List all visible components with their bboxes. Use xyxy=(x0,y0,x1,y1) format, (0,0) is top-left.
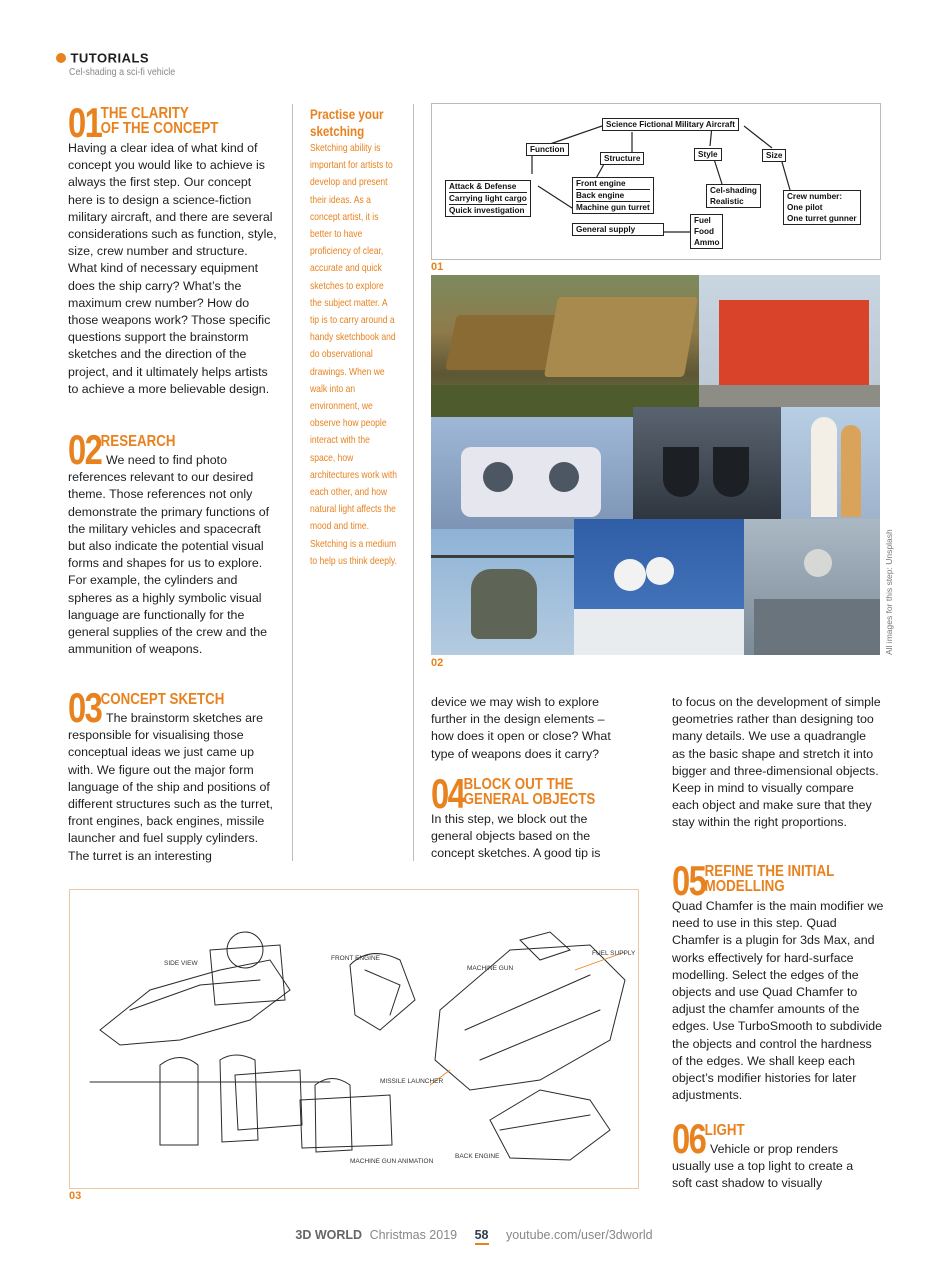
photo-warship xyxy=(744,519,880,655)
diagram-item: Carrying light cargo xyxy=(449,194,527,203)
sketch-label-back-engine: BACK ENGINE xyxy=(455,1153,500,1160)
diagram-item: Cel-shading xyxy=(710,186,757,195)
figure-label-01: 01 xyxy=(431,261,444,273)
step-title: RESEARCH xyxy=(100,433,176,450)
diagram-size-list xyxy=(783,190,861,225)
step-title-line2: GENERAL OBJECTS xyxy=(463,791,596,808)
photo-credit: All images for this step: Unsplash xyxy=(884,529,894,655)
step-04 xyxy=(431,770,631,863)
diagram-item: Attack & Defense xyxy=(449,182,517,191)
diagram-item: One turret gunner xyxy=(787,214,857,223)
reference-photo-collage xyxy=(431,275,880,655)
photo-engine-bells xyxy=(633,407,781,519)
diagram-function-list xyxy=(445,180,531,217)
sidebar-title: Practise your xyxy=(310,107,384,122)
diagram-item: Quick investigation xyxy=(449,204,527,216)
column-rule xyxy=(292,104,293,861)
diagram-item: Ammo xyxy=(694,238,720,247)
sketch-label-machine-gun: MACHINE GUN xyxy=(467,965,514,972)
section-subtitle: Cel-shading a sci-fi vehicle xyxy=(69,66,176,78)
step-06 xyxy=(672,1115,872,1193)
step-title: REFINE THE INITIAL xyxy=(704,863,835,880)
step-title-line2: MODELLING xyxy=(704,878,785,895)
diagram-item: Crew number: xyxy=(787,192,843,201)
step-number: 06 xyxy=(672,1115,706,1162)
photo-radar-domes xyxy=(574,519,744,655)
diagram-item: Realistic xyxy=(710,197,744,206)
diagram-item: Fuel xyxy=(694,216,711,225)
figure-label-03: 03 xyxy=(69,1190,82,1202)
step-title: LIGHT xyxy=(704,1122,745,1139)
section-dot xyxy=(56,53,66,63)
diagram-item: Front engine xyxy=(576,179,626,188)
diagram-item: Back engine xyxy=(576,189,650,201)
step-body: In this step, we block out the general objects based on the concept sketches. A good tip is xyxy=(431,812,601,861)
step-body-text: The brainstorm sketches are responsible for visualising those conceptual ideas we just came up with. We figure out the major form language of the ship and positions of different structures such as the turret, front engines, back engines, missile launcher and fuel supply cylinders. The turret is an interesting xyxy=(68,711,274,863)
diagram-size-node: Size xyxy=(762,149,786,162)
step-05 xyxy=(672,857,884,1104)
step-title: CONCEPT SKETCH xyxy=(100,691,225,708)
step-body xyxy=(68,452,278,658)
sketch-label-missile-launcher: MISSILE LAUNCHER xyxy=(380,1078,444,1085)
step-body: Quad Chamfer is the main modifier we need to use in this step. Quad Chamfer is a plugin for 3ds Max, and works effectively for hard-surface modelling. Select the edges of the objects and use Quad Chamfer to adjust the chamfer amounts of the edges. Use TurboSmooth to subdivide the objects and control the hardness of the edges. We shall keep each object’s modifier histories for later adjustments. xyxy=(672,899,884,1103)
diagram-structure-node: Structure xyxy=(600,152,644,165)
diagram-style-node: Style xyxy=(694,148,722,161)
step-04-continued: to focus on the development of simple geometries rather than designing too many details. We use a quadrangle as the basic shape and stretch it into bigger and three-dimensional objects. Keep in mind to visually compare each object and make sure that they stay within the right proportions. xyxy=(672,695,881,830)
concept-diagram xyxy=(431,103,881,260)
step-body-text: We need to find photo references relevant to our desired theme. Those references not only demonstrate the primary functions of the military vehicles and spacecraft but also indicate the potential visual forms and shapes for us to explore. For example, the cylinders and spheres as a highly symbolic visual language are functionally for the general supplies of the crew and the ammunition of weapons. xyxy=(68,453,270,657)
sidebar-box xyxy=(310,106,414,570)
footer-magazine: 3D WORLD xyxy=(295,1228,363,1242)
photo-space-shuttle xyxy=(781,407,880,519)
step-02 xyxy=(68,426,278,658)
photo-helicopter xyxy=(431,529,574,655)
diagram-function-node: Function xyxy=(526,143,569,156)
footer-issue: Christmas 2019 xyxy=(369,1228,458,1242)
sidebar-title-line2: sketching xyxy=(310,124,365,139)
sketch-label-machine-gun-animation: MACHINE GUN ANIMATION xyxy=(350,1158,434,1165)
photo-rocket-nozzles xyxy=(431,417,633,529)
step-title: THE CLARITY xyxy=(100,105,189,122)
step-body-text: Vehicle or prop renders usually use a top light to create a soft cast shadow to visually xyxy=(672,1142,854,1191)
diagram-style-list xyxy=(706,184,761,208)
figure-label-02: 02 xyxy=(431,657,444,669)
footer-url[interactable]: youtube.com/user/3dworld xyxy=(505,1228,653,1242)
photo-tanks xyxy=(431,275,699,417)
page-footer xyxy=(0,1228,948,1242)
step-body: Having a clear idea of what kind of concept you would like to achieve is always the first step. Our concept here is to design a science-fiction military aircraft, and there are several considerations such as function, style, size, crew number and structure. What kind of necessary equipment does the ship carry? What’s the maximum crew number? How do those weapons work? Those specific questions support the brainstorm sketches and the direction of the project, and it ultimately helps artists to achieve a more believable design. xyxy=(68,141,277,396)
diagram-item: Machine gun turret xyxy=(576,203,650,212)
step-number: 05 xyxy=(672,857,706,904)
step-number: 04 xyxy=(431,770,465,817)
step-01 xyxy=(68,99,278,398)
diagram-structure-list xyxy=(572,177,654,214)
diagram-root-node: Science Fictional Military Aircraft xyxy=(602,118,739,131)
step-body xyxy=(68,710,280,865)
step-number: 01 xyxy=(68,99,102,146)
footer-page-number: 58 xyxy=(475,1228,489,1245)
sketch-label-side-view: SIDE VIEW xyxy=(164,960,198,967)
step-title: BLOCK OUT THE xyxy=(463,776,574,793)
sidebar-body: Sketching ability is important for artists to develop and present their ideas. As a concept artist, it is better to have proficiency of clear, accurate and quick sketches to explore the subject matter. A tip is to carry around a handy sketchbook and do observational drawings. When we walk into an environment, we observe how people interact with the space, how architectures work with each other, and how natural light affects the mood and time. Sketching is a medium to help us think deeply. xyxy=(310,143,398,567)
step-title-line2: OF THE CONCEPT xyxy=(100,120,219,137)
sketch-label-front-engine: FRONT ENGINE xyxy=(331,955,380,962)
step-03 xyxy=(68,684,280,865)
concept-sketch-drawing xyxy=(70,890,638,1188)
diagram-item: Food xyxy=(694,227,715,236)
step-number: 02 xyxy=(68,426,102,473)
step-number: 03 xyxy=(68,684,102,731)
section-header xyxy=(56,49,149,67)
diagram-general-supply: General supply xyxy=(572,223,664,236)
sketch-label-fuel-supply: FUEL SUPPLY xyxy=(592,950,636,957)
concept-sketch-figure xyxy=(69,889,639,1189)
photo-crane xyxy=(699,275,880,417)
diagram-supply-list xyxy=(690,214,723,249)
section-label: TUTORIALS xyxy=(70,50,150,66)
step-03-continued: device we may wish to explore further in the design elements – how does it open or close? What type of weapons does it carry? xyxy=(431,695,611,761)
diagram-item: One pilot xyxy=(787,203,823,212)
